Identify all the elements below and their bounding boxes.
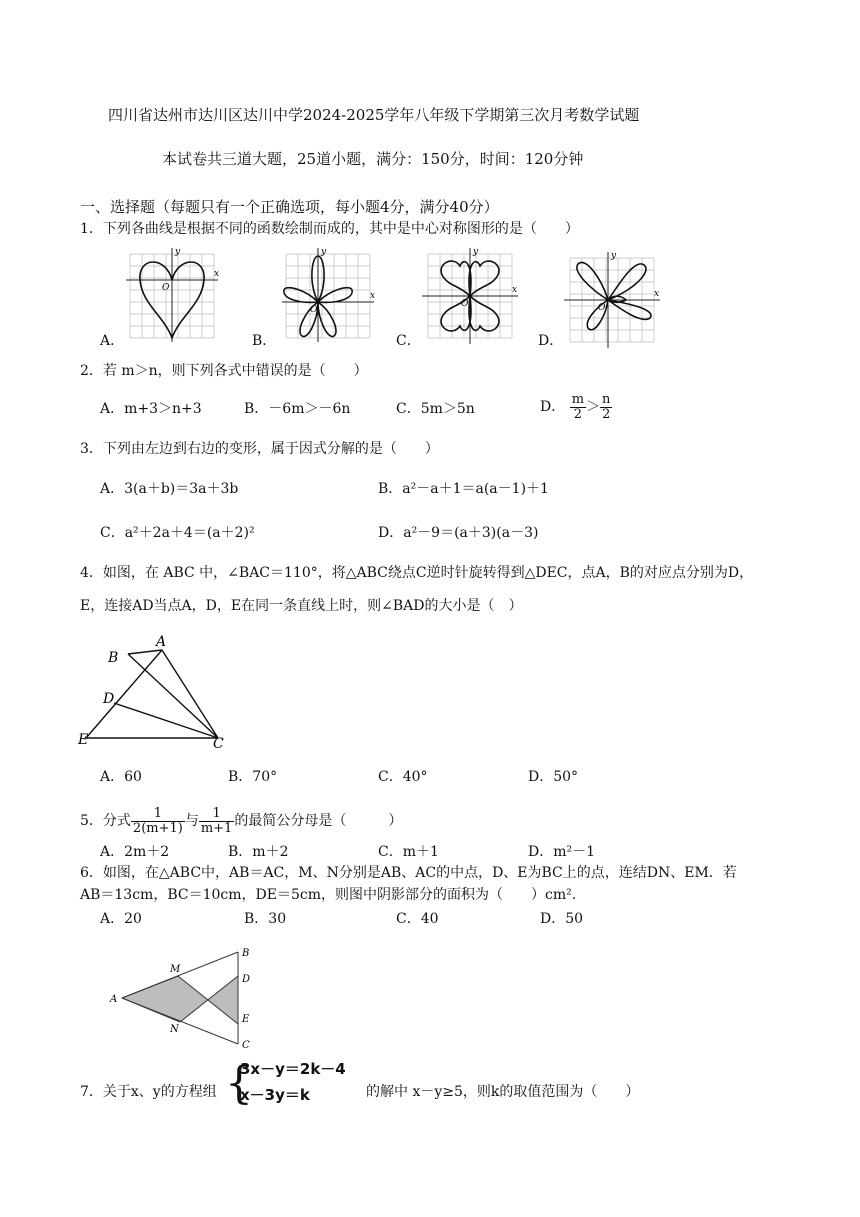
q2-fraction-left — [570, 393, 586, 422]
q2-option-d — [540, 392, 612, 422]
q1c-y-label: y — [473, 247, 479, 257]
q6-line1: 6．如图，在△ABC中，AB＝AC，M、N分别是AB、AC的中点，D、E为BC上的点，连结DN、EM．若 — [80, 865, 737, 881]
q3-option-c: C．a²＋2a＋4＝(a＋2)² — [100, 525, 255, 541]
section-heading: 一、选择题（每题只有一个正确选项，每小题4分，满分40分） — [80, 198, 499, 216]
q4-label-e: E — [78, 732, 89, 748]
q2-option-b: B．－6m＞－6n — [244, 401, 351, 417]
q1-option-c: C． — [396, 333, 421, 349]
q2-frac-left-num: m — [571, 391, 585, 407]
q1-option-b: B． — [252, 333, 277, 349]
q1d-y-label: y — [611, 251, 617, 261]
q5-option-d: D．m²－1 — [528, 844, 596, 860]
q5-stem — [80, 806, 402, 836]
q6-label-c: C — [242, 1040, 250, 1051]
q6-label-m: M — [170, 964, 181, 975]
q6-label-d: D — [242, 974, 251, 985]
q1b-y-label: y — [321, 247, 327, 257]
q4-label-c: C — [213, 736, 224, 750]
document-title: 四川省达州市达川区达川中学2024-2025学年八年级下学期第三次月考数学试题 — [108, 106, 640, 124]
q5-fraction-2 — [199, 807, 235, 836]
q5-frac2-den: m+1 — [200, 820, 233, 836]
q3-option-d: D．a²－9＝(a＋3)(a－3) — [378, 525, 539, 541]
q1a-x-label: x — [214, 269, 220, 279]
q2-frac-right-den: 2 — [602, 406, 611, 422]
q2-frac-left-den: 2 — [573, 406, 582, 422]
q2-frac-right-num: n — [602, 391, 611, 407]
q7-brace: { — [225, 1058, 253, 1109]
q5-frac1-den: 2(m+1) — [132, 820, 183, 836]
q2-stem: 2．若 m＞n，则下列各式中错误的是（ ） — [80, 363, 368, 379]
q1-graph-a — [122, 246, 222, 346]
q6-line2: AB＝13cm，BC＝10cm，DE＝5cm，则图中阴影部分的面积为（ ）cm². — [80, 887, 577, 903]
q6-label-a: A — [110, 994, 118, 1005]
q4-label-d: D — [103, 691, 115, 707]
q4-figure — [76, 630, 236, 750]
q1b-origin-label: O — [310, 305, 318, 315]
q2-option-c: C．5m＞5n — [396, 401, 475, 417]
q5-stem-suffix: 的最简公分母是（ ） — [234, 813, 403, 829]
q2-fraction-right — [600, 393, 612, 422]
q5-option-c: C．m＋1 — [378, 844, 439, 860]
q5-option-b: B．m＋2 — [228, 844, 289, 860]
q2-option-a: A．m+3＞n+3 — [100, 401, 202, 417]
q4-label-a: A — [156, 634, 167, 650]
q6-figure — [106, 946, 266, 1056]
q7-equation-1: 3x－y＝2k－4 — [240, 1060, 346, 1078]
q1a-origin-label: O — [162, 283, 170, 293]
q4-label-b: B — [108, 650, 119, 666]
q1-option-a: A． — [100, 333, 125, 349]
q4-option-d: D．50° — [528, 769, 579, 785]
q4-option-a: A．60 — [100, 769, 142, 785]
q4-line1: 4．如图，在 ABC 中，∠BAC＝110°，将△ABC绕点C逆时针旋转得到△DEC，点A，B的对应点分别为D， — [80, 565, 754, 581]
q6-label-n: N — [170, 1024, 179, 1035]
q6-option-c: C．40 — [396, 911, 439, 927]
q5-fraction-1 — [131, 807, 185, 836]
q1-graph-d — [562, 250, 662, 350]
q5-frac1-num: 1 — [131, 807, 185, 822]
q2-d-operator: ＞ — [586, 399, 601, 415]
q5-joiner: 与 — [184, 813, 199, 829]
q7-prefix: 7．关于x、y的方程组 — [80, 1084, 217, 1100]
q5-stem-prefix: 5．分式 — [80, 813, 131, 829]
q1b-x-label: x — [370, 291, 376, 301]
document-subtitle: 本试卷共三道大题，25道小题，满分：150分，时间：120分钟 — [162, 150, 584, 168]
q2-option-d-label: D． — [540, 399, 566, 415]
q5-frac2-num: 1 — [199, 807, 235, 822]
q7-equation-2: x－3y＝k — [240, 1086, 310, 1104]
q1c-origin-label: O — [461, 299, 469, 309]
q4-option-b: B．70° — [228, 769, 278, 785]
q1a-y-label: y — [175, 247, 181, 257]
q6-option-b: B．30 — [244, 911, 287, 927]
q1d-origin-label: O — [598, 303, 606, 313]
q6-label-e: E — [242, 1014, 250, 1025]
q1c-x-label: x — [512, 285, 518, 295]
q3-option-b: B．a²－a＋1＝a(a－1)＋1 — [378, 481, 549, 497]
q3-option-a: A．3(a＋b)＝3a＋3b — [100, 481, 239, 497]
q1-stem: 1．下列各曲线是根据不同的函数绘制而成的，其中是中心对称图形的是（ ） — [80, 221, 579, 237]
q1-option-d: D． — [538, 333, 564, 349]
q1d-x-label: x — [654, 289, 660, 299]
q1-graph-c — [420, 246, 520, 346]
q1-graph-b — [278, 246, 378, 346]
q6-option-a: A．20 — [100, 911, 142, 927]
q5-option-a: A．2m＋2 — [100, 844, 170, 860]
q6-option-d: D．50 — [540, 911, 584, 927]
q4-option-c: C．40° — [378, 769, 428, 785]
q7-suffix: 的解中 x－y≥5，则k的取值范围为（ ） — [366, 1084, 640, 1100]
q6-label-b: B — [242, 948, 250, 959]
q4-line2: E，连接AD当点A，D，E在同一条直线上时，则∠BAD的大小是（ ） — [80, 598, 523, 614]
q3-stem: 3．下列由左边到右边的变形，属于因式分解的是（ ） — [80, 441, 439, 457]
